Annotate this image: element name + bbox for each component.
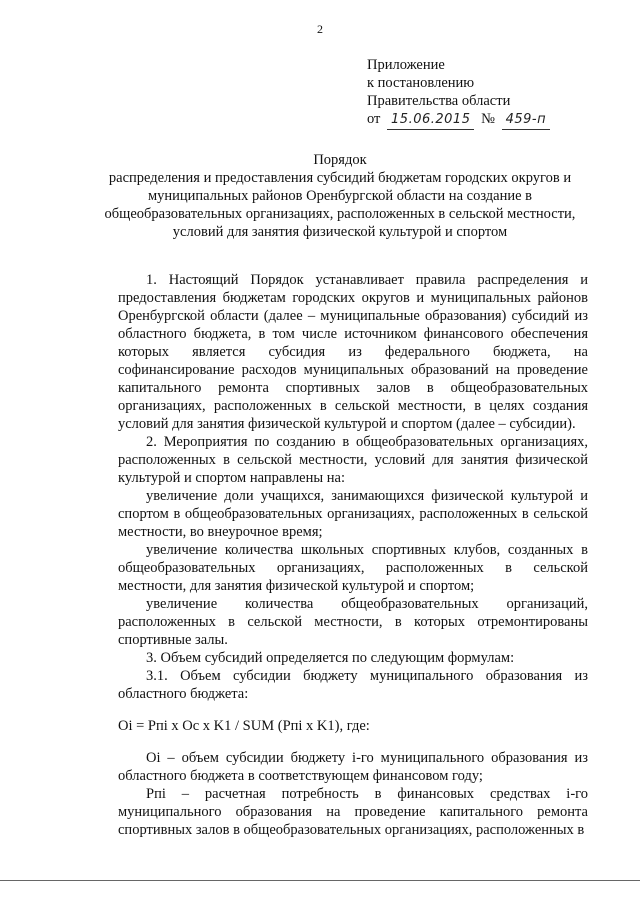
appendix-resolution-line: к постановлению — [367, 75, 475, 91]
title-line-1: Порядок — [313, 152, 367, 168]
handwritten-number: 459-п — [502, 111, 551, 130]
appendix-government-line: Правительства области — [367, 93, 511, 109]
appendix-block — [367, 56, 550, 130]
paragraph-4: увеличение количества школьных спортивных клубов, созданных в общеобразовательных организациях, расположенных в сельской местности, для занятия физической культурой и спортом; — [118, 542, 588, 594]
paragraph-7: 3.1. Объем субсидии бюджету муниципального образования из областного бюджета: — [118, 668, 588, 702]
paragraph-9: Pпi – расчетная потребность в финансовых средствах i-го муниципального образования на проведение капитального ремонта спортивных залов в общеобразовательных организациях, расположенных в — [118, 786, 588, 838]
appendix-date-number-line — [367, 110, 550, 130]
paragraph-2: 2. Мероприятия по созданию в общеобразовательных организациях, расположенных в сельской местности, условий для занятия физической культурой и спортом направлены на: — [118, 434, 588, 486]
paragraph-1: 1. Настоящий Порядок устанавливает правила распределения и предоставления бюджетам городских округов и муниципальных районов Оренбургской области (далее – муниципальные образования) субсидий из областного бюджета, в том числе источником финансового обеспечения которых является субсидия из федерального бюджета, на софинансирование расходов муниципальных образований на проведение капитального ремонта спортивных залов в общеобразовательных организациях, расположенных в сельской местности, в целях создания условий для занятия физической культурой и спортом (далее – субсидии). — [118, 272, 588, 432]
footer-divider — [0, 880, 640, 881]
document-title — [80, 151, 600, 241]
title-line-2: распределения и предоставления субсидий бюджетам городских округов и — [108, 170, 572, 186]
title-line-3: муниципальных районов Оренбургской области на создание в — [147, 188, 533, 204]
handwritten-date: 15.06.2015 — [387, 111, 474, 130]
title-line-4: общеобразовательных организациях, расположенных в сельской местности, — [104, 206, 576, 222]
paragraph-3: увеличение доли учащихся, занимающихся физической культурой и спортом в общеобразовательных организациях, расположенных в сельской местности, во внеурочное время; — [118, 488, 588, 540]
subsidy-formula: Oi = Pпi x Oc x K1 / SUM (Pпi x K1), где: — [118, 718, 370, 734]
document-body — [118, 271, 588, 839]
title-line-5: условий для занятия физической культурой и спортом — [172, 224, 508, 240]
paragraph-6: 3. Объем субсидий определяется по следующим формулам: — [146, 650, 515, 666]
appendix-heading: Приложение — [367, 57, 445, 73]
number-label: № — [481, 111, 495, 127]
page-number: 2 — [317, 22, 323, 36]
paragraph-5: увеличение количества общеобразовательных организаций, расположенных в сельской местности, в которых отремонтированы спортивные залы. — [118, 596, 588, 648]
from-label: от — [367, 111, 381, 127]
paragraph-8: Oi – объем субсидии бюджету i-го муниципального образования из областного бюджета в соответствующем финансовом году; — [118, 750, 588, 784]
